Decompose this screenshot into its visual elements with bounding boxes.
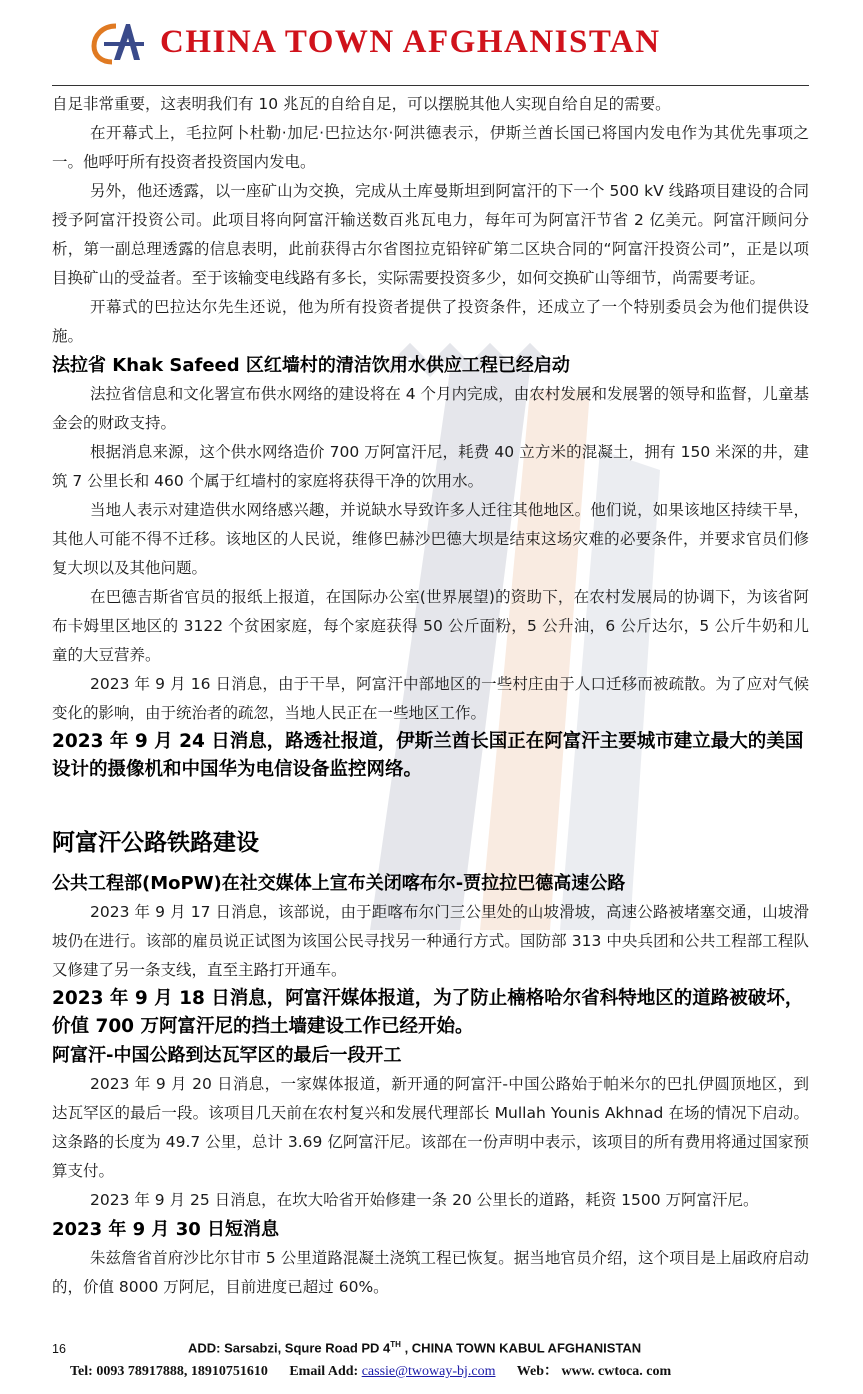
article-body bbox=[52, 90, 809, 1302]
paragraph: 当地人表示对建造供水网络感兴趣，并说缺水导致许多人迁往其他地区。他们说，如果该地区持续干旱，其他人可能不得不迁移。该地区的人民说，维修巴赫沙巴德大坝是结束这场灾难的必要条件，并要求官员们修复大坝以及其他问题。 bbox=[52, 501, 809, 577]
page-header bbox=[0, 0, 863, 90]
paragraph: 2023 年 9 月 17 日消息，该部说，由于距喀布尔门三公里处的山坡滑坡，高速公路被堵塞交通，山坡滑坡仍在进行。该部的雇员说正试图为该国公民寻找另一种通行方式。国防部 313 中央兵团和公共工程部工程队又修建了另一条支线，直至主路打开通车。 bbox=[52, 903, 809, 979]
address-sup: TH bbox=[390, 1340, 401, 1349]
paragraph: 另外，他还透露，以一座矿山为交换，完成从土库曼斯坦到阿富汗的下一个 500 kV 线路项目建设的合同授予阿富汗投资公司。此项目将向阿富汗输送数百兆瓦电力，每年可为阿富汗节省 2 亿美元。阿富汗顾问分析，第一副总理透露的信息表明，此前获得古尔省图拉克铅锌矿第二区块合同的“阿富汗投资公司”，正是以项目换矿山的受益者。至于该输变电线路有多长，实际需要投资多少，如何交换矿山等细节，尚需要考证。 bbox=[52, 182, 809, 287]
paragraph: 在开幕式上，毛拉阿卜杜勒·加尼·巴拉达尔·阿洪德表示，伊斯兰酋长国已将国内发电作为其优先事项之一。他呼吁所有投资者投资国内发电。 bbox=[52, 124, 809, 171]
header-rule bbox=[52, 85, 809, 86]
water-heading: 法拉省 Khak Safeed 区红墙村的清洁饮用水供应工程已经启动 bbox=[52, 355, 570, 376]
road-heading: 公共工程部(MoPW)在社交媒体上宣布关闭喀布尔-贾拉拉巴德高速公路 bbox=[52, 873, 626, 894]
address-suffix: , CHINA TOWN KABUL AFGHANISTAN bbox=[400, 1340, 642, 1356]
email-link[interactable]: cassie@twoway-bj.com bbox=[361, 1364, 496, 1379]
cta-logo-icon bbox=[90, 20, 146, 66]
footer-address bbox=[188, 1340, 641, 1355]
paragraph: 2023 年 9 月 20 日消息，一家媒体报道，新开通的阿富汗-中国公路始于帕米尔的巴扎伊圆顶地区，到达瓦罕区的最后一段。该项目几天前在农村复兴和发展代理部长 Mullah Younis Akhnad 在场的情况下启动。这条路的长度为 49.7 公里，总计 3.69 亿阿富汗尼。该部在一份声明中表示，该项目的所有费用将通过国家预算支付。 bbox=[52, 1075, 809, 1180]
paragraph: 在巴德吉斯省官员的报纸上报道，在国际办公室(世界展望)的资助下，在农村发展局的协调下，为该省阿布卡姆里区地区的 3122 个贫困家庭，每个家庭获得 50 公斤面粉，5 公升油，6 公斤达尔，5 公斤牛奶和儿童的大豆营养。 bbox=[52, 588, 809, 664]
paragraph: 自足非常重要，这表明我们有 10 兆瓦的自给自足，可以摆脱其他人实现自给自足的需要。 bbox=[52, 95, 671, 113]
paragraph: 2023 年 9 月 16 日消息，由于干旱，阿富汗中部地区的一些村庄由于人口迁移而被疏散。为了应对气候变化的影响，由于统治者的疏忽，当地人民正在一些地区工作。 bbox=[52, 675, 809, 722]
tel-label: Tel: bbox=[70, 1364, 93, 1379]
road-heading: 阿富汗-中国公路到达瓦罕区的最后一段开工 bbox=[52, 1045, 402, 1066]
section-title: 阿富汗公路铁路建设 bbox=[52, 830, 259, 856]
bold-news: 2023 年 9 月 18 日消息，阿富汗媒体报道，为了防止楠格哈尔省科特地区的道路被破坏，价值 700 万阿富汗尼的挡土墙建设工作已经开始。 bbox=[52, 988, 804, 1037]
paragraph: 朱兹詹省首府沙比尔甘市 5 公里道路混凝土浇筑工程已恢复。据当地官员介绍，这个项目是上届政府启动的，价值 8000 万阿尼，目前进度已超过 60%。 bbox=[52, 1249, 809, 1296]
web-label: Web： bbox=[516, 1364, 558, 1379]
bold-news: 2023 年 9 月 24 日消息，路透社报道，伊斯兰酋长国正在阿富汗主要城市建立最大的美国设计的摄像机和中国华为电信设备监控网络。 bbox=[52, 731, 804, 780]
road-heading: 2023 年 9 月 30 日短消息 bbox=[52, 1219, 280, 1240]
web-value: www. cwtoca. com bbox=[561, 1364, 672, 1379]
paragraph: 2023 年 9 月 25 日消息，在坎大哈省开始修建一条 20 公里长的道路，耗资 1500 万阿富汗尼。 bbox=[90, 1191, 759, 1209]
paragraph: 根据消息来源，这个供水网络造价 700 万阿富汗尼，耗费 40 立方米的混凝土，拥有 150 米深的井，建筑 7 公里长和 460 个属于红墙村的家庭将获得干净的饮用水。 bbox=[52, 443, 809, 490]
brand-title: CHINA TOWN AFGHANISTAN bbox=[160, 24, 661, 60]
email-label: Email Add: bbox=[289, 1364, 359, 1379]
footer-contact bbox=[70, 1360, 671, 1380]
tel-value: 0093 78917888, 18910751610 bbox=[96, 1364, 268, 1379]
address-prefix: ADD: Sarsabzi, Squre Road PD 4 bbox=[188, 1340, 391, 1356]
page-number: 16 bbox=[52, 1342, 66, 1356]
paragraph: 开幕式的巴拉达尔先生还说，他为所有投资者提供了投资条件，还成立了一个特别委员会为他们提供设施。 bbox=[52, 298, 809, 345]
paragraph: 法拉省信息和文化署宣布供水网络的建设将在 4 个月内完成，由农村发展和发展署的领导和监督，儿童基金会的财政支持。 bbox=[52, 385, 809, 432]
